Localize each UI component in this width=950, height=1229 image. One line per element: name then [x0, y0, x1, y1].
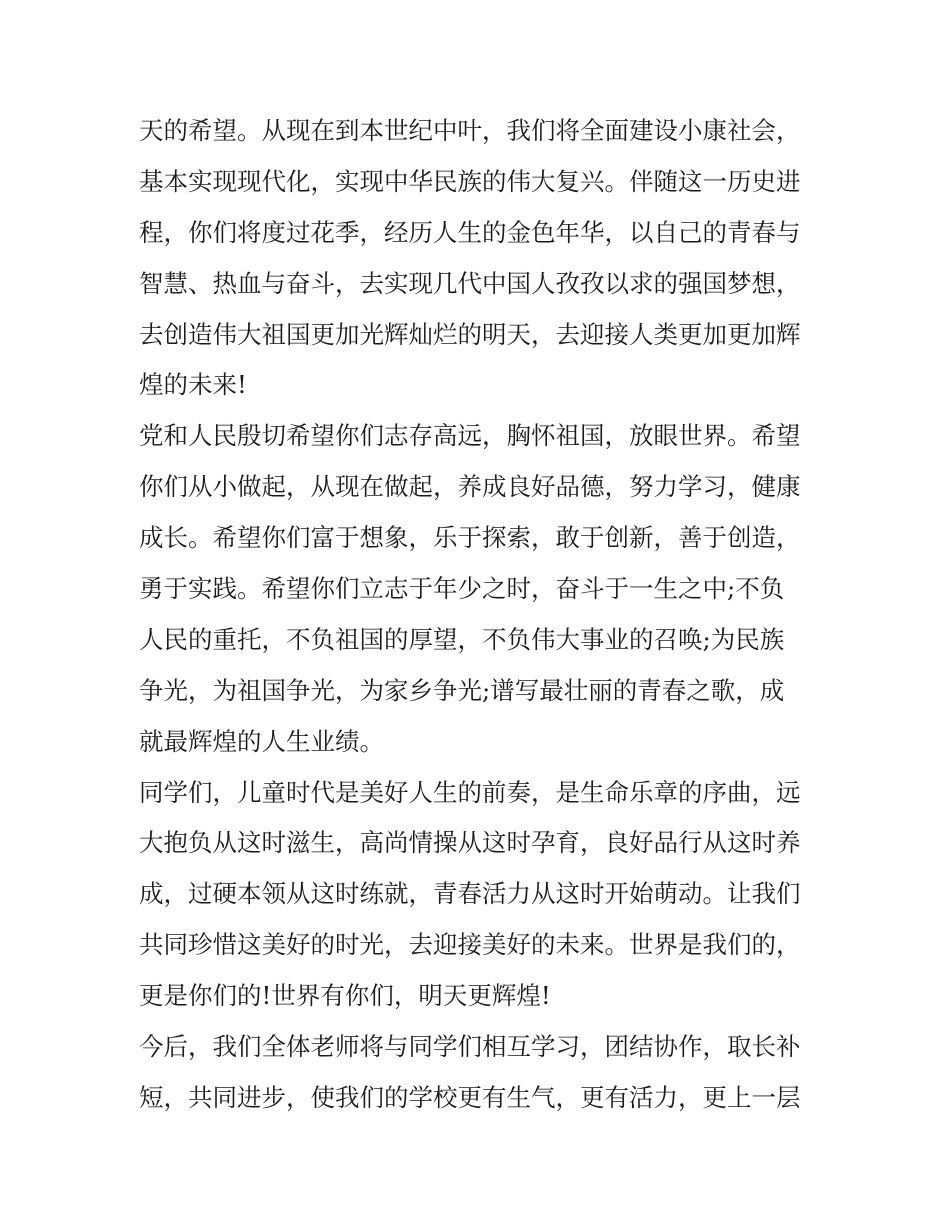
text-line: 基本实现现代化，实现中华民族的伟大复兴。伴随这一历史进: [139, 166, 801, 196]
text-line: 成，过硬本领从这时练就，青春活力从这时开始萌动。让我们: [139, 879, 801, 909]
text-line: 今后，我们全体老师将与同学们相互学习，团结协作，取长补: [139, 1032, 801, 1062]
text-line: 更是你们的!世界有你们，明天更辉煌!: [139, 981, 551, 1011]
text-line: 就最辉煌的人生业绩。: [139, 726, 384, 756]
text-line: 短，共同进步，使我们的学校更有生气，更有活力，更上一层: [139, 1082, 801, 1112]
text-line: 煌的未来!: [139, 370, 247, 400]
text-line: 成长。希望你们富于想象，乐于探索，敢于创新，善于创造，: [139, 523, 801, 553]
text-line: 党和人民殷切希望你们志存高远，胸怀祖国，放眼世界。希望: [139, 421, 801, 451]
text-line: 人民的重托，不负祖国的厚望，不负伟大事业的召唤;为民族: [139, 624, 785, 654]
text-line: 天的希望。从现在到本世纪中叶，我们将全面建设小康社会，: [139, 116, 801, 145]
text-line: 共同珍惜这美好的时光，去迎接美好的未来。世界是我们的，: [139, 930, 801, 960]
text-line: 程，你们将度过花季，经历人生的金色年华，以自己的青春与: [139, 217, 801, 247]
text-line: 大抱负从这时滋生，高尚情操从这时孕育，良好品行从这时养: [139, 828, 801, 858]
text-line: 你们从小做起，从现在做起，养成良好品德，努力学习，健康: [139, 472, 801, 502]
text-line: 去创造伟大祖国更加光辉灿烂的明天，去迎接人类更加更加辉: [139, 319, 801, 349]
text-line: 同学们，儿童时代是美好人生的前奏，是生命乐章的序曲，远: [139, 777, 801, 807]
text-line: 智慧、热血与奋斗，去实现几代中国人孜孜以求的强国梦想，: [139, 268, 801, 298]
body-text: [139, 106, 819, 1124]
text-line: 争光，为祖国争光，为家乡争光;谱写最壮丽的青春之歌，成: [139, 675, 785, 705]
text-line: 勇于实践。希望你们立志于年少之时，奋斗于一生之中;不负: [139, 574, 785, 604]
